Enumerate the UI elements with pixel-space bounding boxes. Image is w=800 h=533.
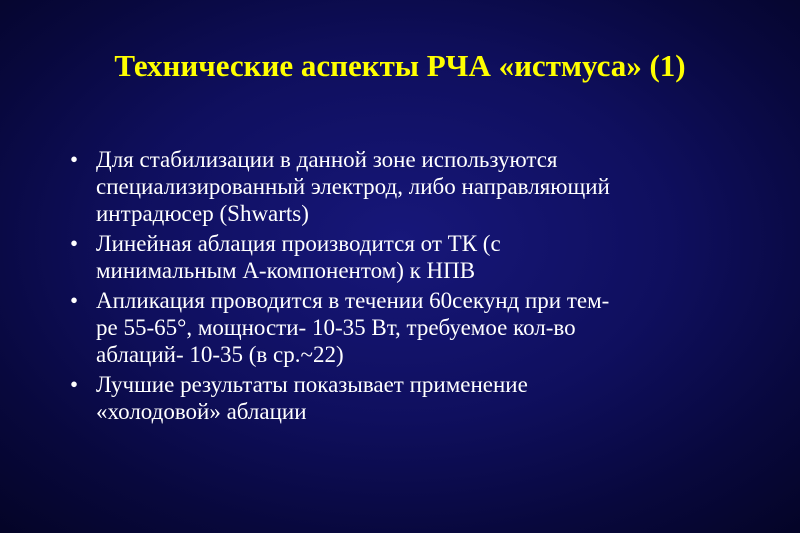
bullet-icon: • (70, 372, 79, 397)
bullet-icon: • (70, 147, 79, 172)
bullet-icon: • (70, 288, 79, 313)
bullet-text-line: Апликация проводится в течении 60секунд при тем- (96, 288, 610, 313)
bullet-text-line: минимальным А-компонентом) к НПВ (96, 258, 476, 283)
bullet-icon: • (70, 231, 79, 256)
bullet-text-line: Для стабилизации в данной зоне используются (96, 147, 558, 172)
bullet-item-best-results (70, 371, 750, 425)
bullet-text-line: Лучшие результаты показывает применение (96, 372, 528, 397)
bullet-text-line: ре 55-65°, мощности- 10-35 Вт, требуемое кол-во (96, 315, 576, 340)
bullet-text-line: Линейная аблация производится от ТК (с (96, 231, 501, 256)
bullet-item-stabilization (70, 146, 750, 227)
bullet-list (70, 146, 750, 428)
bullet-text-line: специализированный электрод, либо направляющий (96, 174, 610, 199)
bullet-text-line: аблаций- 10-35 (в ср.~22) (96, 342, 344, 367)
slide-title: Технические аспекты РЧА «истмуса» (1) (114, 48, 686, 83)
bullet-item-linear-ablation (70, 230, 750, 284)
bullet-text-line: «холодовой» аблации (96, 399, 307, 424)
bullet-text-line: интрадюсер (Shwarts) (96, 201, 309, 226)
bullet-item-application (70, 287, 750, 368)
